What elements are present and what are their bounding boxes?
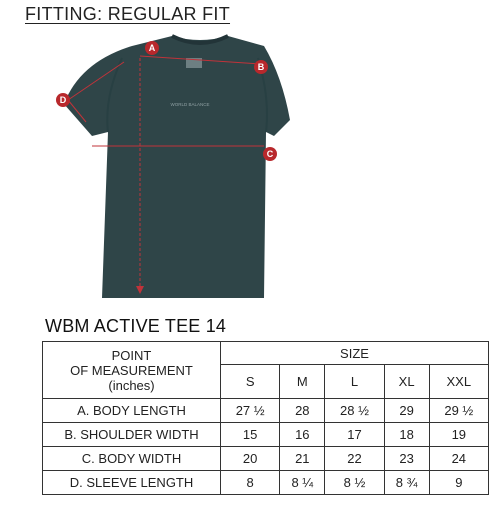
table-cell: 28: [280, 399, 325, 423]
table-cell: 22: [325, 447, 384, 471]
row-label: C. BODY WIDTH: [43, 447, 221, 471]
size-chart-table: [42, 341, 489, 495]
point-of-measurement-header: POINT OF MEASUREMENT (inches): [43, 342, 221, 399]
table-cell: 24: [429, 447, 488, 471]
table-row: [43, 423, 489, 447]
size-xl: XL: [384, 365, 429, 399]
table-cell: 16: [280, 423, 325, 447]
size-xxl: XXL: [429, 365, 488, 399]
size-header: SIZE: [221, 342, 489, 365]
table-cell: 27 ½: [221, 399, 280, 423]
table-cell: 9: [429, 471, 488, 495]
table-cell: 29: [384, 399, 429, 423]
product-title: WBM ACTIVE TEE 14: [45, 316, 227, 336]
svg-text:B: B: [257, 62, 265, 72]
tshirt-shape: [64, 36, 290, 298]
table-cell: 15: [221, 423, 280, 447]
row-label: B. SHOULDER WIDTH: [43, 423, 221, 447]
table-cell: 8: [221, 471, 280, 495]
svg-text:A: A: [148, 43, 156, 53]
row-label: D. SLEEVE LENGTH: [43, 471, 221, 495]
fitting-label: FITTING: REGULAR FIT: [25, 4, 231, 24]
table-cell: 17: [325, 423, 384, 447]
size-l: L: [325, 365, 384, 399]
table-cell: 18: [384, 423, 429, 447]
row-label: A. BODY LENGTH: [43, 399, 221, 423]
table-cell: 23: [384, 447, 429, 471]
chest-print: WORLD BALANCE: [170, 102, 210, 107]
svg-text:C: C: [266, 149, 274, 159]
table-cell: 8 ¼: [280, 471, 325, 495]
table-cell: 8 ¾: [384, 471, 429, 495]
size-m: M: [280, 365, 325, 399]
table-row: [43, 447, 489, 471]
size-s: S: [221, 365, 280, 399]
table-cell: 8 ½: [325, 471, 384, 495]
table-cell: 28 ½: [325, 399, 384, 423]
tshirt-measurement-diagram: [52, 28, 342, 300]
table-cell: 20: [221, 447, 280, 471]
table-cell: 29 ½: [429, 399, 488, 423]
table-row: [43, 471, 489, 495]
table-cell: 21: [280, 447, 325, 471]
table-row: [43, 399, 489, 423]
table-cell: 19: [429, 423, 488, 447]
svg-text:D: D: [59, 95, 67, 105]
